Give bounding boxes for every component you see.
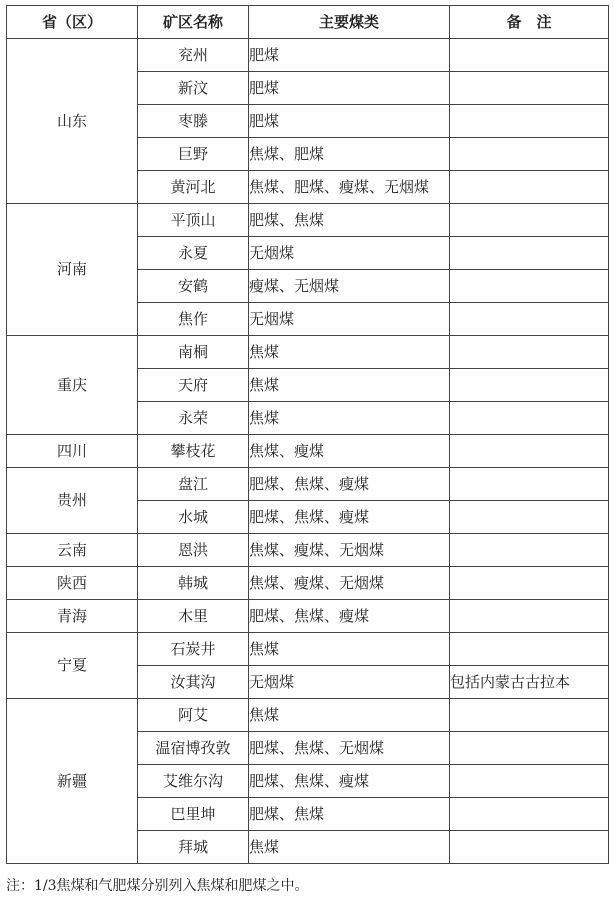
coal-type-cell: 肥煤、焦煤、无烟煤 [249,732,450,765]
coal-type-cell: 焦煤、瘦煤、无烟煤 [249,534,450,567]
mining-area-cell: 恩洪 [138,534,249,567]
mining-area-cell: 温宿博孜敦 [138,732,249,765]
coal-type-cell: 焦煤、瘦煤、无烟煤 [249,567,450,600]
header-row [7,6,609,39]
mining-area-cell: 安鹤 [138,270,249,303]
header-province: 省（区） [7,6,138,39]
coal-type-cell: 瘦煤、无烟煤 [249,270,450,303]
province-cell: 新疆 [7,699,138,864]
coal-type-cell: 焦煤 [249,633,450,666]
remarks-cell [450,435,609,468]
mining-area-cell: 巴里坤 [138,798,249,831]
province-cell: 河南 [7,204,138,336]
mining-area-cell: 新汶 [138,72,249,105]
mining-area-cell: 黄河北 [138,171,249,204]
coal-type-cell: 焦煤 [249,831,450,864]
mining-area-cell: 兖州 [138,39,249,72]
remarks-cell [450,39,609,72]
remarks-cell [450,468,609,501]
table-row [7,699,609,732]
remarks-cell [450,798,609,831]
remarks-cell [450,204,609,237]
mining-area-cell: 永夏 [138,237,249,270]
coal-type-cell: 肥煤 [249,105,450,138]
mining-area-cell: 汝萁沟 [138,666,249,699]
remarks-cell [450,765,609,798]
mining-area-cell: 韩城 [138,567,249,600]
header-remarks: 备 注 [450,6,609,39]
remarks-cell [450,303,609,336]
mining-area-cell: 平顶山 [138,204,249,237]
remarks-cell [450,171,609,204]
mining-area-cell: 攀枝花 [138,435,249,468]
mining-area-cell: 木里 [138,600,249,633]
remarks-cell [450,336,609,369]
remarks-cell [450,534,609,567]
coal-type-cell: 无烟煤 [249,303,450,336]
mining-area-cell: 艾维尔沟 [138,765,249,798]
coal-type-cell: 焦煤、肥煤、瘦煤、无烟煤 [249,171,450,204]
remarks-cell [450,501,609,534]
mining-area-cell: 石炭井 [138,633,249,666]
table-row [7,204,609,237]
coal-type-cell: 肥煤 [249,39,450,72]
mining-area-cell: 南桐 [138,336,249,369]
remarks-cell [450,369,609,402]
remarks-cell [450,72,609,105]
mining-area-cell: 永荣 [138,402,249,435]
mining-area-cell: 拜城 [138,831,249,864]
remarks-cell [450,237,609,270]
province-cell: 云南 [7,534,138,567]
table-row [7,39,609,72]
remarks-cell [450,732,609,765]
table-body [7,39,609,864]
coal-type-cell: 肥煤、焦煤 [249,798,450,831]
coal-type-cell: 肥煤、焦煤、瘦煤 [249,501,450,534]
coal-type-cell: 焦煤、瘦煤 [249,435,450,468]
table-row [7,600,609,633]
coal-type-cell: 无烟煤 [249,237,450,270]
header-mining-area: 矿区名称 [138,6,249,39]
table-row [7,633,609,666]
remarks-cell [450,402,609,435]
remarks-cell [450,699,609,732]
header-coal-types: 主要煤类 [249,6,450,39]
mining-area-cell: 天府 [138,369,249,402]
remarks-cell [450,633,609,666]
coal-type-cell: 焦煤 [249,336,450,369]
table-row [7,336,609,369]
mining-area-cell: 焦作 [138,303,249,336]
province-cell: 四川 [7,435,138,468]
province-cell: 山东 [7,39,138,204]
province-cell: 宁夏 [7,633,138,699]
remarks-cell [450,105,609,138]
coal-type-cell: 肥煤、焦煤、瘦煤 [249,468,450,501]
mining-area-cell: 枣滕 [138,105,249,138]
mining-area-cell: 阿艾 [138,699,249,732]
coal-type-cell: 肥煤 [249,72,450,105]
table-row [7,468,609,501]
coal-type-cell: 肥煤、焦煤、瘦煤 [249,600,450,633]
remarks-cell [450,270,609,303]
mining-area-cell: 水城 [138,501,249,534]
coal-type-cell: 焦煤 [249,369,450,402]
remarks-cell: 包括内蒙古古拉本 [450,666,609,699]
coal-type-cell: 焦煤 [249,402,450,435]
province-cell: 重庆 [7,336,138,435]
coal-type-cell: 焦煤 [249,699,450,732]
table-row [7,567,609,600]
remarks-cell [450,567,609,600]
coal-type-cell: 肥煤、焦煤、瘦煤 [249,765,450,798]
coal-type-cell: 无烟煤 [249,666,450,699]
province-cell: 贵州 [7,468,138,534]
remarks-cell [450,600,609,633]
table-row [7,534,609,567]
coal-type-cell: 焦煤、肥煤 [249,138,450,171]
remarks-cell [450,831,609,864]
province-cell: 陕西 [7,567,138,600]
province-cell: 青海 [7,600,138,633]
remarks-cell [450,138,609,171]
mining-area-cell: 巨野 [138,138,249,171]
coal-type-cell: 肥煤、焦煤 [249,204,450,237]
table-footnote: 注：1/3焦煤和气肥煤分别列入焦煤和肥煤之中。 [6,878,309,894]
table-row [7,435,609,468]
mining-area-cell: 盘江 [138,468,249,501]
coal-table [6,5,609,864]
